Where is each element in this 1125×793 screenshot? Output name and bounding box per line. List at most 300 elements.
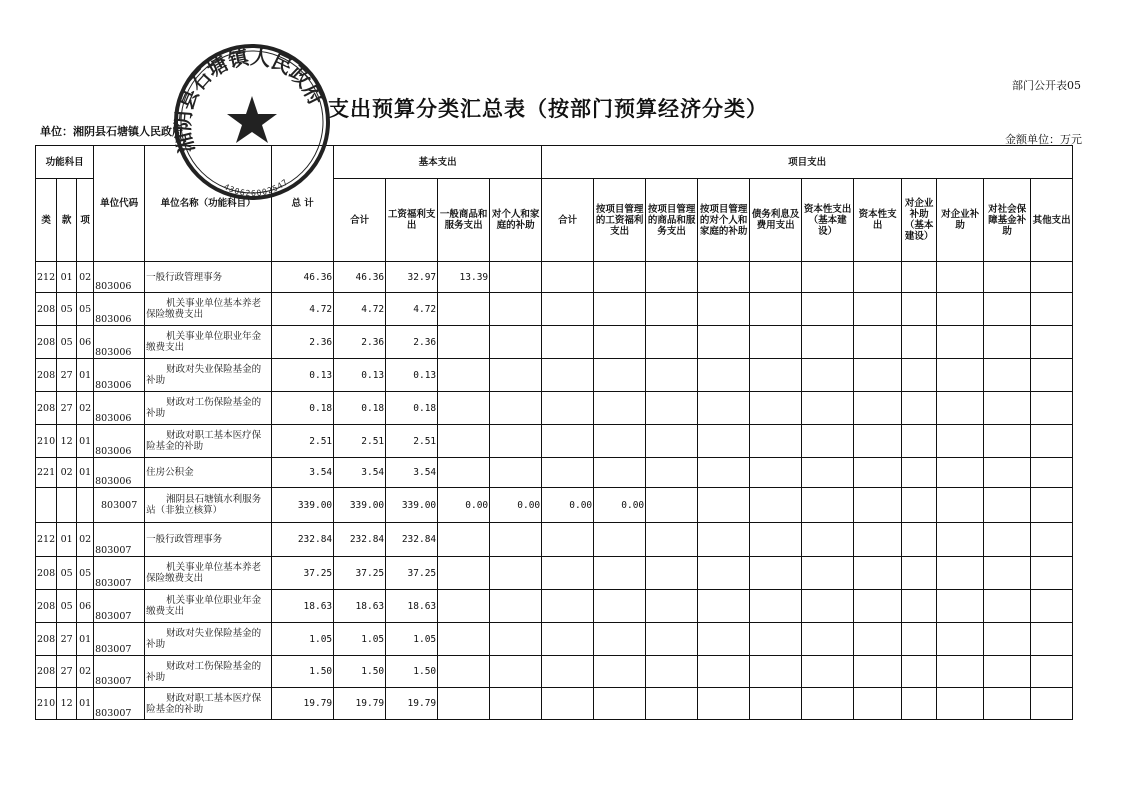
project-col-header: 其他支出: [1031, 179, 1073, 262]
unit-code-cell: 803007: [94, 488, 145, 523]
unit-label: 单位：湘阴县石塘镇人民政府: [40, 125, 183, 138]
unit-name-cell: 机关事业单位基本养老保险缴费支出: [145, 293, 272, 326]
total-cell: 19.79: [272, 688, 334, 720]
unit-name-cell: 住房公积金: [145, 458, 272, 488]
empty-cell: [646, 262, 698, 293]
b-family-cell: [490, 425, 542, 458]
b-family-cell: [490, 688, 542, 720]
func-kuan-cell: 05: [57, 590, 77, 623]
func-lei-cell: [36, 488, 57, 523]
b-goods-cell: [438, 656, 490, 688]
empty-cell: [750, 392, 802, 425]
empty-cell: [984, 523, 1031, 557]
lei-header: 类: [36, 179, 57, 262]
empty-cell: [1031, 392, 1073, 425]
empty-cell: [802, 557, 854, 590]
func-xiang-cell: 02: [77, 392, 94, 425]
empty-cell: [802, 523, 854, 557]
empty-cell: [902, 262, 937, 293]
unit-name-cell: 财政对失业保险基金的补助: [145, 359, 272, 392]
empty-cell: [646, 656, 698, 688]
p-total-cell: [542, 656, 594, 688]
unit-code-cell: 803006: [94, 392, 145, 425]
empty-cell: [698, 488, 750, 523]
empty-cell: [854, 656, 902, 688]
unit-code-cell: 803007: [94, 656, 145, 688]
empty-cell: [937, 425, 984, 458]
empty-cell: [750, 425, 802, 458]
empty-cell: [984, 326, 1031, 359]
unit-code-cell: 803006: [94, 458, 145, 488]
b-goods-cell: [438, 688, 490, 720]
p-wage-cell: [594, 656, 646, 688]
empty-cell: [750, 488, 802, 523]
b-family-cell: [490, 623, 542, 656]
func-kuan-cell: 27: [57, 392, 77, 425]
basic-col-header: 对个人和家庭的补助: [490, 179, 542, 262]
func-kuan-cell: 05: [57, 557, 77, 590]
table-row: [36, 458, 1073, 488]
empty-cell: [937, 326, 984, 359]
empty-cell: [937, 688, 984, 720]
func-xiang-cell: 05: [77, 293, 94, 326]
empty-cell: [854, 557, 902, 590]
func-kuan-cell: 02: [57, 458, 77, 488]
project-col-header: 债务利息及费用支出: [750, 179, 802, 262]
empty-cell: [1031, 488, 1073, 523]
b-wage-cell: 0.18: [386, 392, 438, 425]
empty-cell: [698, 688, 750, 720]
empty-cell: [802, 293, 854, 326]
unit-name-cell: 财政对失业保险基金的补助: [145, 623, 272, 656]
func-kuan-cell: 27: [57, 656, 77, 688]
table-row: [36, 425, 1073, 458]
amount-unit-label: 金额单位：万元: [1005, 133, 1082, 146]
p-wage-cell: [594, 557, 646, 590]
total-cell: 1.05: [272, 623, 334, 656]
empty-cell: [854, 590, 902, 623]
empty-cell: [984, 656, 1031, 688]
table-row: [36, 262, 1073, 293]
b-total-cell: 18.63: [334, 590, 386, 623]
b-wage-cell: 1.50: [386, 656, 438, 688]
func-xiang-cell: 02: [77, 262, 94, 293]
total-cell: 1.50: [272, 656, 334, 688]
empty-cell: [646, 425, 698, 458]
project-col-header: 按项目管理的工资福利支出: [594, 179, 646, 262]
empty-cell: [646, 458, 698, 488]
unit-code-cell: 803007: [94, 623, 145, 656]
func-lei-cell: 210: [36, 425, 57, 458]
table-row: [36, 359, 1073, 392]
unit-name-cell: 一般行政管理事务: [145, 262, 272, 293]
total-cell: 3.54: [272, 458, 334, 488]
empty-cell: [854, 326, 902, 359]
empty-cell: [984, 623, 1031, 656]
p-total-cell: [542, 523, 594, 557]
project-col-header: 对企业补助（基本建设）: [902, 179, 937, 262]
empty-cell: [646, 590, 698, 623]
project-col-header: 对企业补助: [937, 179, 984, 262]
empty-cell: [902, 488, 937, 523]
b-family-cell: [490, 656, 542, 688]
unit-code-cell: 803006: [94, 359, 145, 392]
empty-cell: [984, 458, 1031, 488]
empty-cell: [937, 590, 984, 623]
unit-name-cell: 财政对工伤保险基金的补助: [145, 392, 272, 425]
svg-text:430626002547: 430626002547: [222, 177, 291, 199]
project-col-header: 合计: [542, 179, 594, 262]
table-row: [36, 293, 1073, 326]
project-group-header: 项目支出: [542, 146, 1073, 179]
empty-cell: [698, 425, 750, 458]
empty-cell: [902, 688, 937, 720]
empty-cell: [1031, 262, 1073, 293]
p-wage-cell: [594, 458, 646, 488]
basic-col-header: 合计: [334, 179, 386, 262]
p-wage-cell: [594, 392, 646, 425]
empty-cell: [937, 293, 984, 326]
func-xiang-cell: 05: [77, 557, 94, 590]
empty-cell: [854, 688, 902, 720]
b-wage-cell: 19.79: [386, 688, 438, 720]
p-total-cell: [542, 458, 594, 488]
official-seal: [170, 40, 335, 205]
empty-cell: [984, 293, 1031, 326]
b-wage-cell: 232.84: [386, 523, 438, 557]
empty-cell: [902, 293, 937, 326]
empty-cell: [902, 326, 937, 359]
total-cell: 4.72: [272, 293, 334, 326]
func-xiang-cell: 02: [77, 656, 94, 688]
empty-cell: [802, 359, 854, 392]
func-group-header: 功能科目: [36, 146, 94, 179]
empty-cell: [902, 623, 937, 656]
total-cell: 46.36: [272, 262, 334, 293]
table-row: [36, 392, 1073, 425]
empty-cell: [937, 656, 984, 688]
p-wage-cell: [594, 262, 646, 293]
empty-cell: [646, 326, 698, 359]
func-kuan-cell: 01: [57, 523, 77, 557]
empty-cell: [1031, 425, 1073, 458]
total-cell: 339.00: [272, 488, 334, 523]
unit-name-cell: 财政对职工基本医疗保险基金的补助: [145, 425, 272, 458]
b-wage-cell: 32.97: [386, 262, 438, 293]
empty-cell: [902, 557, 937, 590]
total-cell: 2.51: [272, 425, 334, 458]
empty-cell: [750, 623, 802, 656]
b-wage-cell: 2.36: [386, 326, 438, 359]
func-kuan-cell: 27: [57, 359, 77, 392]
p-wage-cell: 0.00: [594, 488, 646, 523]
p-total-cell: [542, 293, 594, 326]
basic-col-header: 一般商品和服务支出: [438, 179, 490, 262]
empty-cell: [1031, 458, 1073, 488]
empty-cell: [902, 425, 937, 458]
func-lei-cell: 208: [36, 656, 57, 688]
p-wage-cell: [594, 590, 646, 623]
func-lei-cell: 212: [36, 262, 57, 293]
empty-cell: [802, 262, 854, 293]
b-goods-cell: [438, 293, 490, 326]
empty-cell: [698, 656, 750, 688]
unit-code-cell: 803007: [94, 688, 145, 720]
empty-cell: [984, 557, 1031, 590]
empty-cell: [1031, 557, 1073, 590]
table-row: [36, 326, 1073, 359]
empty-cell: [646, 557, 698, 590]
b-wage-cell: 2.51: [386, 425, 438, 458]
b-wage-cell: 1.05: [386, 623, 438, 656]
empty-cell: [698, 293, 750, 326]
empty-cell: [1031, 359, 1073, 392]
empty-cell: [698, 262, 750, 293]
b-goods-cell: [438, 523, 490, 557]
b-family-cell: [490, 326, 542, 359]
unit-name-cell: 湘阴县石塘镇水利服务站（非独立核算）: [145, 488, 272, 523]
table-row: [36, 557, 1073, 590]
empty-cell: [750, 590, 802, 623]
empty-cell: [902, 458, 937, 488]
unit-code-cell: 803006: [94, 293, 145, 326]
empty-cell: [854, 425, 902, 458]
table-row: [36, 523, 1073, 557]
empty-cell: [937, 523, 984, 557]
p-wage-cell: [594, 523, 646, 557]
unit-name-cell: 财政对工伤保险基金的补助: [145, 656, 272, 688]
empty-cell: [902, 656, 937, 688]
b-family-cell: [490, 359, 542, 392]
empty-cell: [646, 293, 698, 326]
unit-name-cell: 财政对职工基本医疗保险基金的补助: [145, 688, 272, 720]
unit-code-cell: 803006: [94, 326, 145, 359]
empty-cell: [646, 488, 698, 523]
empty-cell: [698, 392, 750, 425]
empty-cell: [750, 688, 802, 720]
b-total-cell: 46.36: [334, 262, 386, 293]
b-total-cell: 19.79: [334, 688, 386, 720]
p-total-cell: [542, 688, 594, 720]
empty-cell: [750, 557, 802, 590]
func-lei-cell: 221: [36, 458, 57, 488]
b-total-cell: 4.72: [334, 293, 386, 326]
b-wage-cell: 3.54: [386, 458, 438, 488]
empty-cell: [698, 623, 750, 656]
table-row: [36, 656, 1073, 688]
p-total-cell: [542, 392, 594, 425]
b-family-cell: 0.00: [490, 488, 542, 523]
b-total-cell: 3.54: [334, 458, 386, 488]
b-total-cell: 0.13: [334, 359, 386, 392]
func-lei-cell: 208: [36, 293, 57, 326]
b-goods-cell: [438, 458, 490, 488]
empty-cell: [854, 458, 902, 488]
b-family-cell: [490, 458, 542, 488]
project-col-header: 对社会保障基金补助: [984, 179, 1031, 262]
total-cell: 0.18: [272, 392, 334, 425]
empty-cell: [984, 392, 1031, 425]
func-kuan-cell: 05: [57, 293, 77, 326]
table-row: [36, 590, 1073, 623]
empty-cell: [937, 458, 984, 488]
func-kuan-cell: 12: [57, 425, 77, 458]
empty-cell: [902, 392, 937, 425]
empty-cell: [802, 488, 854, 523]
basic-group-header: 基本支出: [334, 146, 542, 179]
func-lei-cell: 212: [36, 523, 57, 557]
b-family-cell: [490, 293, 542, 326]
b-wage-cell: 0.13: [386, 359, 438, 392]
empty-cell: [750, 326, 802, 359]
empty-cell: [698, 458, 750, 488]
empty-cell: [750, 262, 802, 293]
b-total-cell: 339.00: [334, 488, 386, 523]
empty-cell: [802, 590, 854, 623]
func-xiang-cell: [77, 488, 94, 523]
total-cell: 18.63: [272, 590, 334, 623]
func-lei-cell: 208: [36, 326, 57, 359]
b-total-cell: 232.84: [334, 523, 386, 557]
empty-cell: [984, 425, 1031, 458]
empty-cell: [698, 557, 750, 590]
total-cell: 0.13: [272, 359, 334, 392]
func-lei-cell: 208: [36, 557, 57, 590]
func-xiang-cell: 01: [77, 425, 94, 458]
unit-name-cell: 一般行政管理事务: [145, 523, 272, 557]
b-wage-cell: 18.63: [386, 590, 438, 623]
p-wage-cell: [594, 688, 646, 720]
kuan-header: 款: [57, 179, 77, 262]
func-lei-cell: 208: [36, 590, 57, 623]
b-wage-cell: 339.00: [386, 488, 438, 523]
total-cell: 2.36: [272, 326, 334, 359]
p-total-cell: [542, 425, 594, 458]
func-lei-cell: 210: [36, 688, 57, 720]
b-goods-cell: [438, 326, 490, 359]
empty-cell: [937, 262, 984, 293]
xiang-header: 项: [77, 179, 94, 262]
empty-cell: [937, 623, 984, 656]
empty-cell: [802, 688, 854, 720]
empty-cell: [750, 359, 802, 392]
b-total-cell: 1.05: [334, 623, 386, 656]
empty-cell: [802, 326, 854, 359]
empty-cell: [984, 688, 1031, 720]
b-wage-cell: 37.25: [386, 557, 438, 590]
project-col-header: 资本性支出: [854, 179, 902, 262]
p-total-cell: [542, 262, 594, 293]
b-goods-cell: [438, 359, 490, 392]
empty-cell: [854, 623, 902, 656]
func-kuan-cell: 01: [57, 262, 77, 293]
b-goods-cell: [438, 425, 490, 458]
empty-cell: [802, 392, 854, 425]
b-goods-cell: 0.00: [438, 488, 490, 523]
func-kuan-cell: 27: [57, 623, 77, 656]
empty-cell: [698, 359, 750, 392]
empty-cell: [802, 458, 854, 488]
budget-table: [35, 145, 1073, 720]
empty-cell: [646, 623, 698, 656]
project-col-header: 按项目管理的商品和服务支出: [646, 179, 698, 262]
empty-cell: [802, 656, 854, 688]
table-row: [36, 488, 1073, 523]
b-goods-cell: [438, 392, 490, 425]
total-cell: 232.84: [272, 523, 334, 557]
project-col-header: 资本性支出（基本建设）: [802, 179, 854, 262]
p-total-cell: 0.00: [542, 488, 594, 523]
func-lei-cell: 208: [36, 623, 57, 656]
func-xiang-cell: 01: [77, 623, 94, 656]
empty-cell: [750, 523, 802, 557]
project-col-header: 按项目管理的对个人和家庭的补助: [698, 179, 750, 262]
func-xiang-cell: 01: [77, 688, 94, 720]
page-title: 支出预算分类汇总表（按部门预算经济分类）: [328, 96, 768, 121]
unit-name-cell: 机关事业单位基本养老保险缴费支出: [145, 557, 272, 590]
unit-code-cell: 803006: [94, 262, 145, 293]
empty-cell: [984, 262, 1031, 293]
empty-cell: [698, 326, 750, 359]
empty-cell: [698, 523, 750, 557]
b-family-cell: [490, 262, 542, 293]
empty-cell: [802, 623, 854, 656]
empty-cell: [984, 359, 1031, 392]
b-wage-cell: 4.72: [386, 293, 438, 326]
b-total-cell: 2.51: [334, 425, 386, 458]
empty-cell: [902, 359, 937, 392]
empty-cell: [1031, 326, 1073, 359]
empty-cell: [902, 590, 937, 623]
b-goods-cell: [438, 590, 490, 623]
empty-cell: [698, 590, 750, 623]
p-wage-cell: [594, 425, 646, 458]
unit-code-cell: 803007: [94, 557, 145, 590]
empty-cell: [854, 293, 902, 326]
basic-col-header: 工资福利支出: [386, 179, 438, 262]
b-total-cell: 1.50: [334, 656, 386, 688]
func-lei-cell: 208: [36, 359, 57, 392]
b-total-cell: 2.36: [334, 326, 386, 359]
empty-cell: [854, 262, 902, 293]
empty-cell: [802, 425, 854, 458]
empty-cell: [646, 523, 698, 557]
empty-cell: [646, 392, 698, 425]
p-total-cell: [542, 590, 594, 623]
empty-cell: [750, 656, 802, 688]
unit-code-header: 单位代码: [94, 146, 145, 262]
p-wage-cell: [594, 293, 646, 326]
b-goods-cell: [438, 557, 490, 590]
table-row: [36, 623, 1073, 656]
empty-cell: [937, 488, 984, 523]
empty-cell: [854, 488, 902, 523]
empty-cell: [984, 590, 1031, 623]
empty-cell: [1031, 688, 1073, 720]
func-lei-cell: 208: [36, 392, 57, 425]
p-wage-cell: [594, 359, 646, 392]
p-wage-cell: [594, 623, 646, 656]
total-header: 总 计: [272, 146, 334, 262]
func-xiang-cell: 06: [77, 590, 94, 623]
func-kuan-cell: 12: [57, 688, 77, 720]
func-xiang-cell: 06: [77, 326, 94, 359]
p-total-cell: [542, 326, 594, 359]
total-cell: 37.25: [272, 557, 334, 590]
func-xiang-cell: 01: [77, 458, 94, 488]
p-total-cell: [542, 623, 594, 656]
form-code: 部门公开表05: [1012, 79, 1081, 92]
